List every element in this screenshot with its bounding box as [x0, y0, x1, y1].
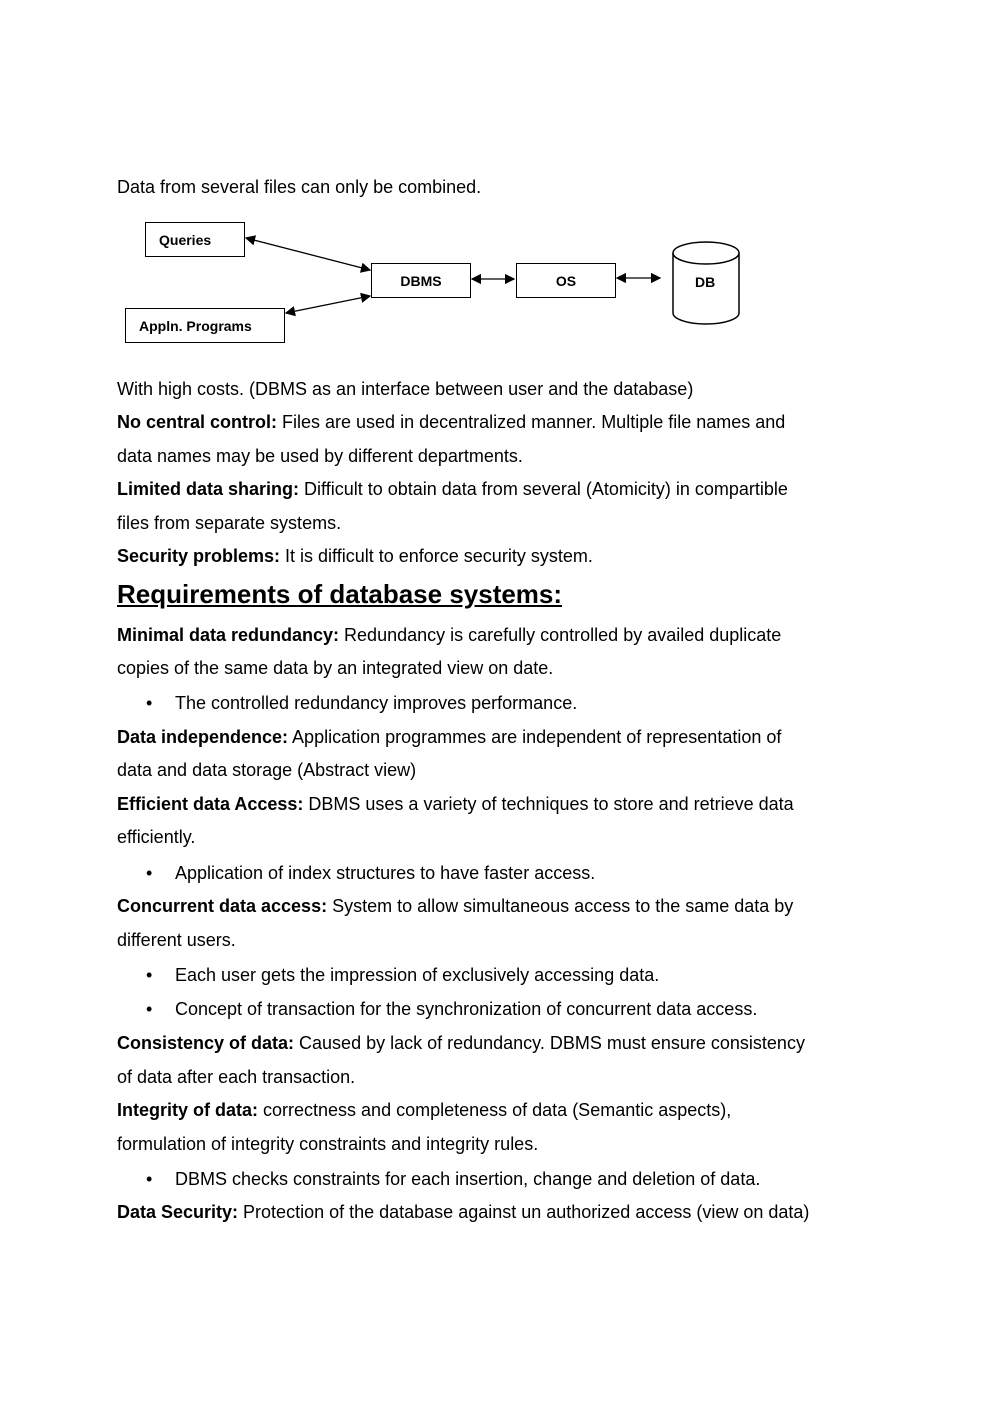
paragraph-cont: formulation of integrity constraints and integrity rules.: [117, 1134, 539, 1154]
bullet-icon: •: [146, 999, 153, 1019]
term: Consistency of data:: [117, 1033, 295, 1053]
paragraph: [117, 1099, 731, 1121]
term: Minimal data redundancy:: [117, 625, 340, 645]
paragraph-cont: different users.: [117, 930, 236, 950]
paragraph-cont: of data after each transaction.: [117, 1067, 356, 1087]
definition: Files are used in decentralized manner. Multiple file names and: [277, 412, 786, 432]
definition: System to allow simultaneous access to the same data by: [327, 896, 794, 916]
definition: Difficult to obtain data from several (Atomicity) in compartible: [299, 479, 788, 499]
paragraph: [117, 478, 788, 500]
term: Integrity of data:: [117, 1100, 259, 1120]
definition: DBMS uses a variety of techniques to store and retrieve data: [303, 794, 794, 814]
definition: Protection of the database against un authorized access (view on data): [238, 1202, 810, 1222]
definition: Application programmes are independent of representation of: [288, 727, 782, 747]
definition: correctness and completeness of data (Semantic aspects),: [258, 1100, 732, 1120]
bullet-icon: •: [146, 693, 153, 713]
term: Security problems:: [117, 546, 281, 566]
definition: It is difficult to enforce security system.: [280, 546, 593, 566]
bullet-text: The controlled redundancy improves performance.: [175, 693, 578, 713]
term: Data Security:: [117, 1202, 239, 1222]
paragraph-cont: data and data storage (Abstract view): [117, 760, 417, 780]
definition: Caused by lack of redundancy. DBMS must ensure consistency: [294, 1033, 805, 1053]
section-heading: Requirements of database systems:: [117, 579, 563, 609]
paragraph: [117, 1032, 805, 1054]
bullet-text: Application of index structures to have faster access.: [175, 863, 596, 883]
bullet-icon: •: [146, 1169, 153, 1189]
bullet-item: [146, 692, 578, 714]
bullet-icon: •: [146, 863, 153, 883]
os-box: OS: [516, 263, 616, 298]
term: Efficient data Access:: [117, 794, 304, 814]
paragraph: [117, 624, 781, 646]
bullet-text: DBMS checks constraints for each insertion, change and deletion of data.: [175, 1169, 761, 1189]
bullet-item: [146, 1168, 761, 1190]
paragraph-cont: files from separate systems.: [117, 513, 342, 533]
paragraph: [117, 793, 794, 815]
queries-box: Queries: [145, 222, 245, 257]
bullet-item: [146, 998, 758, 1020]
paragraph-cont: data names may be used by different departments.: [117, 446, 523, 466]
paragraph-cont: efficiently.: [117, 827, 196, 847]
bullet-text: Concept of transaction for the synchronization of concurrent data access.: [175, 999, 758, 1019]
term: Data independence:: [117, 727, 289, 747]
bullet-item: [146, 862, 596, 884]
bullet-text: Each user gets the impression of exclusively accessing data.: [175, 965, 660, 985]
term: Concurrent data access:: [117, 896, 328, 916]
paragraph: [117, 1201, 809, 1223]
programs-box: Appln. Programs: [125, 308, 285, 343]
paragraph: [117, 726, 781, 748]
db-label: DB: [695, 274, 716, 290]
term: Limited data sharing:: [117, 479, 300, 499]
costs-text: With high costs. (DBMS as an interface between user and the database): [117, 379, 694, 399]
definition: Redundancy is carefully controlled by availed duplicate: [339, 625, 782, 645]
intro-text: Data from several files can only be combined.: [117, 177, 482, 197]
paragraph-cont: copies of the same data by an integrated view on date.: [117, 658, 554, 678]
paragraph: [117, 411, 785, 433]
bullet-icon: •: [146, 965, 153, 985]
paragraph: [117, 895, 793, 917]
bullet-item: [146, 964, 660, 986]
term: No central control:: [117, 412, 278, 432]
dbms-box: DBMS: [371, 263, 471, 298]
paragraph: [117, 545, 593, 567]
